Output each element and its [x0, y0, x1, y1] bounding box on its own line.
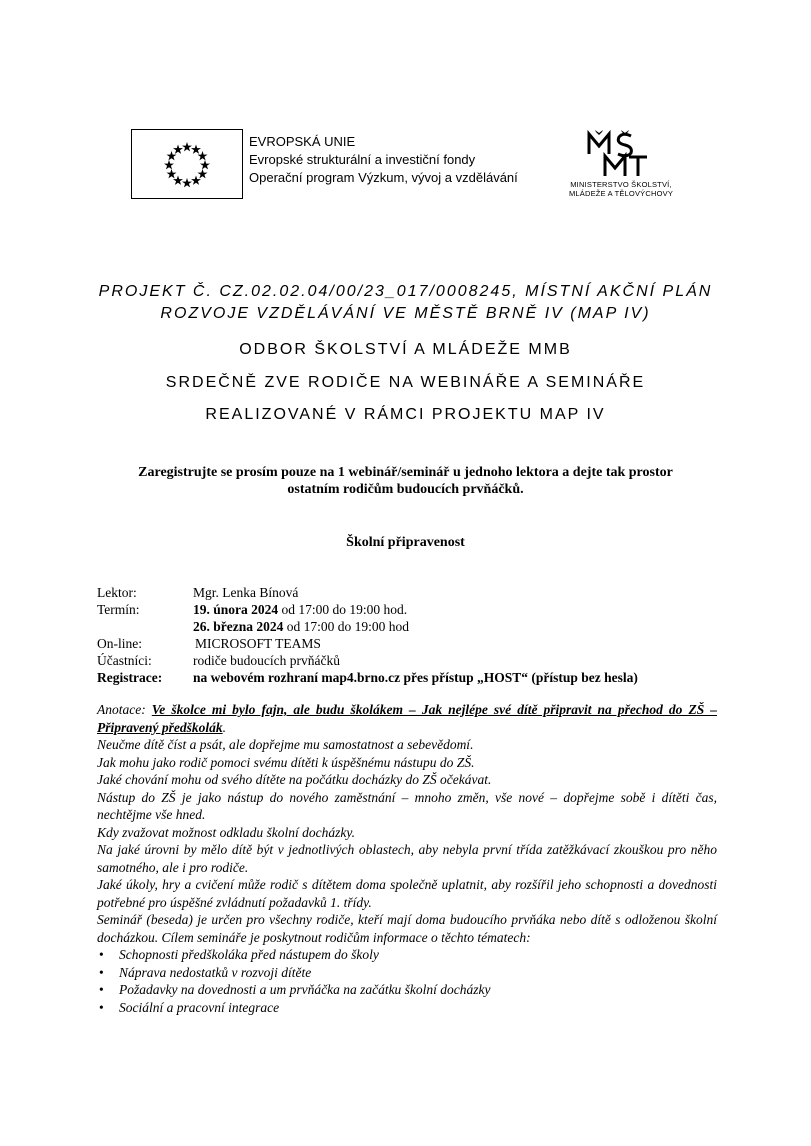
- msmt-logo: [545, 130, 695, 200]
- info-row-registration: [97, 669, 717, 686]
- time-1: od 17:00 do 19:00 hod.: [278, 602, 408, 617]
- annotation: [97, 701, 717, 1016]
- info-row-participants: [97, 652, 717, 669]
- eu-stars-icon: [132, 130, 242, 198]
- project-title-line: ROZVOJE VZDĚLÁVÁNÍ VE MĚSTĚ BRNĚ IV (MAP IV): [160, 305, 651, 322]
- registration-notice: [60, 464, 751, 498]
- list-item: [97, 964, 717, 982]
- online-value: MICROSOFT TEAMS: [195, 636, 321, 651]
- date-label: Termín:: [97, 602, 140, 617]
- date-2: 26. března 2024: [193, 619, 284, 634]
- bullet-icon: •: [99, 999, 104, 1015]
- annotation-paragraph: Nástup do ZŠ je jako nástup do nového zaměstnání – mnoho změn, vše nové – dopřejme sobě i dítěti čas, nechtějme vše hned.: [97, 789, 717, 822]
- eu-flag: [131, 129, 243, 199]
- annotation-heading: [97, 701, 717, 736]
- date-1: 19. února 2024: [193, 602, 279, 617]
- annotation-paragraph: Neučme dítě číst a psát, ale dopřejme mu samostatnost a sebevědomí.: [97, 737, 474, 752]
- list-item-text: Požadavky na dovednosti a um prvňáčka na začátku školní docházky: [119, 982, 491, 997]
- list-item: [97, 946, 717, 964]
- time-2: od 17:00 do 19:00 hod: [283, 619, 410, 634]
- info-row-lecturer: [97, 584, 717, 601]
- invitation-heading: REALIZOVANÉ V RÁMCI PROJEKTU MAP IV: [205, 406, 606, 423]
- lecturer-label: Lektor:: [97, 585, 137, 600]
- lecturer-value: Mgr. Lenka Bínová: [193, 585, 299, 600]
- online-label: On-line:: [97, 636, 142, 651]
- annotation-paragraph: Jaké chování mohu od svého dítěte na počátku docházky do ZŠ očekávat.: [97, 772, 492, 787]
- annotation-paragraph: Kdy zvažovat možnost odkladu školní docházky.: [97, 824, 355, 840]
- bullet-icon: •: [99, 947, 104, 962]
- msmt-monogram-icon: [585, 130, 655, 178]
- department-heading: ODBOR ŠKOLSTVÍ A MLÁDEŽE MMB: [239, 341, 572, 358]
- participants-value: rodiče budoucích prvňáčků: [193, 653, 340, 668]
- msmt-logo-line: MINISTERSTVO ŠKOLSTVÍ,: [570, 180, 672, 189]
- info-row-date-2: [97, 618, 717, 635]
- invitation-heading: SRDEČNĚ ZVE RODIČE NA WEBINÁŘE A SEMINÁŘE: [165, 374, 646, 391]
- registration-value: na webovém rozhraní map4.brno.cz přes přístup „HOST“ (přístup bez hesla): [193, 670, 638, 685]
- annotation-title: Ve školce mi bylo fajn, ale budu školákem – Jak nejlépe své dítě připravit na přechod do ZŠ – Připravený předškolák: [97, 702, 717, 735]
- registration-notice-line: ostatním rodičům budoucích prvňáčků.: [287, 482, 524, 497]
- date-value: [193, 601, 407, 618]
- eu-logo-line: Evropské strukturální a investiční fondy: [249, 152, 476, 167]
- topics-list: [97, 946, 717, 1016]
- info-row-date: [97, 601, 717, 618]
- list-item-text: Sociální a pracovní integrace: [119, 999, 280, 1015]
- project-title: [60, 281, 751, 325]
- eu-logo-line: Operační program Výzkum, vývoj a vzdělávání: [249, 170, 518, 185]
- date-value-2: [193, 618, 409, 635]
- bullet-icon: •: [99, 982, 104, 997]
- bullet-icon: •: [99, 964, 104, 980]
- eu-logo-line: EVROPSKÁ UNIE: [249, 134, 356, 149]
- annotation-paragraph: Seminář (beseda) je určen pro všechny rodiče, kteří mají doma budoucího prvňáka nebo dítě s odloženou školní docházkou. Cílem semináře je poskytnout rodičům informace o těchto tématech:: [97, 912, 717, 945]
- eu-logo-text: [249, 133, 518, 187]
- eu-logo: [131, 129, 538, 201]
- msmt-logo-text: [551, 180, 691, 198]
- event-info: [97, 584, 717, 686]
- participants-label: Účastníci:: [97, 653, 152, 668]
- msmt-logo-line: MLÁDEŽE A TĚLOVÝCHOVY: [568, 189, 674, 198]
- list-item: [97, 981, 717, 999]
- annotation-title-end: .: [222, 719, 226, 735]
- annotation-paragraph: Jak mohu jako rodič pomoci svému dítěti k úspěšnému nástupu do ZŠ.: [97, 754, 475, 770]
- list-item-text: Schopnosti předškoláka před nástupem do školy: [119, 947, 379, 962]
- project-title-line: PROJEKT Č. CZ.02.02.04/00/23_017/0008245, MÍSTNÍ AKČNÍ PLÁN: [98, 283, 713, 300]
- list-item-text: Náprava nedostatků v rozvoji dítěte: [119, 964, 312, 980]
- annotation-paragraph: Na jaké úrovni by mělo dítě být v jednotlivých oblastech, aby nebyla první třída zatěžkávací zkouškou pro něho samotného, ale i pro rodiče.: [97, 842, 717, 875]
- annotation-paragraph: Jaké úkoly, hry a cvičení může rodič s dítětem doma společně uplatnit, aby rozšířil jeho schopnosti a dovednosti potřebné pro úspěšné zvládnutí požadavků 1. třídy.: [97, 877, 717, 910]
- annotation-label: Anotace:: [97, 702, 152, 717]
- topic-title: Školní připravenost: [346, 535, 465, 550]
- list-item: [97, 999, 717, 1017]
- info-row-online: [97, 635, 717, 652]
- registration-label: Registrace:: [97, 670, 163, 685]
- registration-notice-line: Zaregistrujte se prosím pouze na 1 webinář/seminář u jednoho lektora a dejte tak prostor: [138, 465, 673, 480]
